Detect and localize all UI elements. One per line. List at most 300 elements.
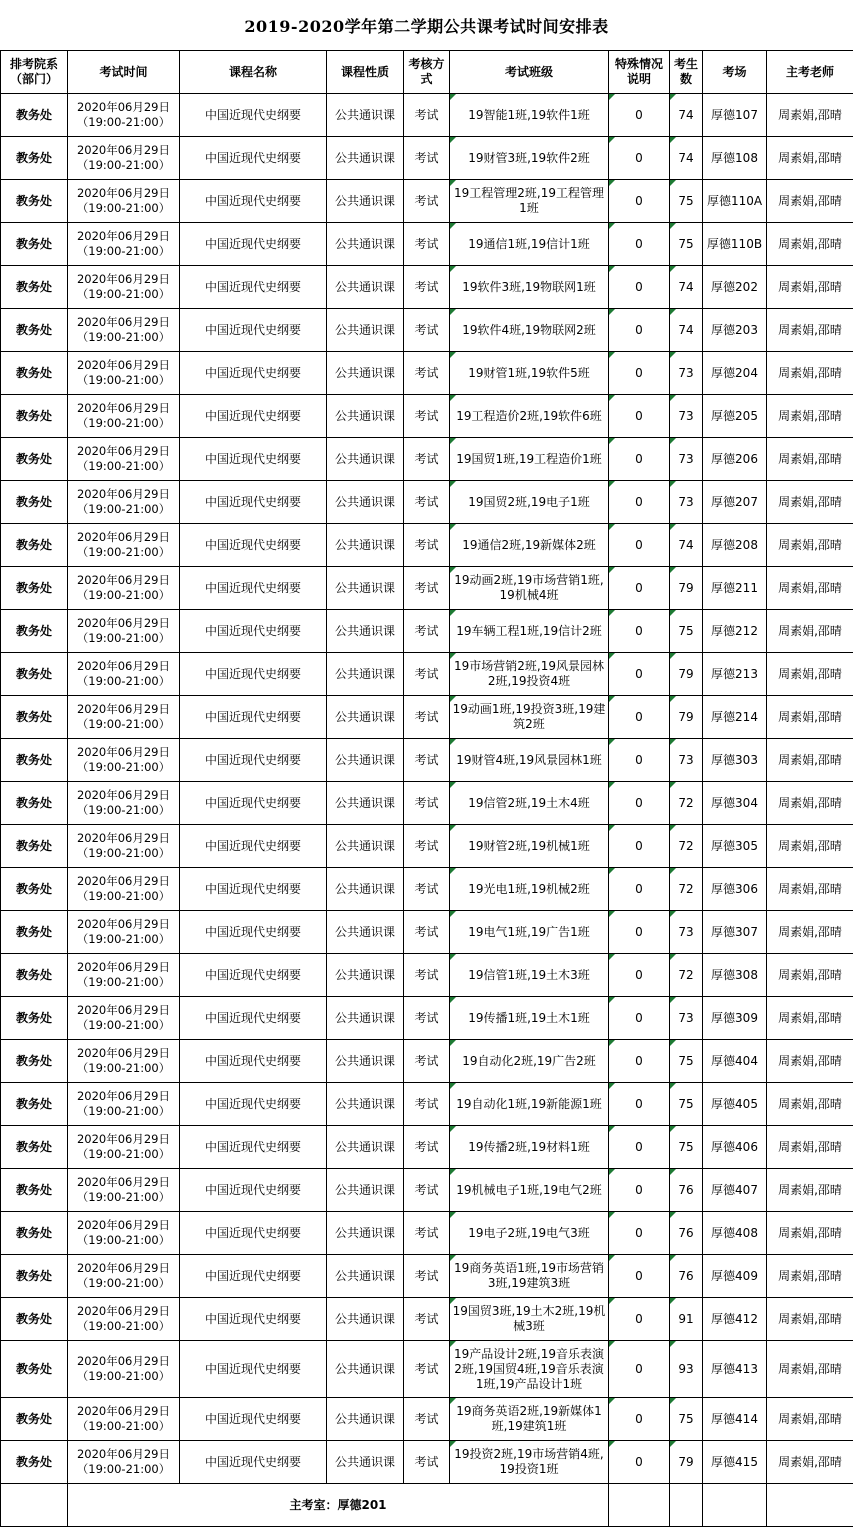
cell-chief-teacher: 周素娟,邵晴 xyxy=(767,1040,853,1083)
cell-course-nature: 公共通识课 xyxy=(327,739,404,782)
cell-exam-classes: 19动画2班,19市场营销1班,19机械4班 xyxy=(450,567,609,610)
cell-exam-classes: 19商务英语1班,19市场营销3班,19建筑3班 xyxy=(450,1255,609,1298)
cell-exam-classes: 19产品设计2班,19音乐表演2班,19国贸4班,19音乐表演1班,19产品设计1班 xyxy=(450,1341,609,1398)
exam-hours: （19:00-21:00） xyxy=(70,1147,177,1162)
cell-assessment-method: 考试 xyxy=(404,1083,450,1126)
cell-course-nature: 公共通识课 xyxy=(327,782,404,825)
table-row xyxy=(1,266,853,309)
cell-dept: 教务处 xyxy=(1,954,68,997)
page-title: 2019-2020学年第二学期公共课考试时间安排表 xyxy=(0,0,853,50)
cell-exam-room: 厚德203 xyxy=(703,309,767,352)
exam-date: 2020年06月29日 xyxy=(70,1304,177,1319)
cell-course-nature: 公共通识课 xyxy=(327,481,404,524)
cell-course-name: 中国近现代史纲要 xyxy=(180,94,327,137)
cell-course-name: 中国近现代史纲要 xyxy=(180,1040,327,1083)
cell-chief-teacher: 周素娟,邵晴 xyxy=(767,223,853,266)
cell-chief-teacher: 周素娟,邵晴 xyxy=(767,524,853,567)
cell-exam-time xyxy=(68,137,180,180)
table-row xyxy=(1,868,853,911)
cell-student-count: 91 xyxy=(670,1298,703,1341)
exam-date: 2020年06月29日 xyxy=(70,444,177,459)
cell-course-nature: 公共通识课 xyxy=(327,223,404,266)
cell-exam-room: 厚德214 xyxy=(703,696,767,739)
cell-dept: 教务处 xyxy=(1,911,68,954)
table-row xyxy=(1,1255,853,1298)
cell-course-name: 中国近现代史纲要 xyxy=(180,438,327,481)
table-row xyxy=(1,1169,853,1212)
cell-exam-room: 厚德407 xyxy=(703,1169,767,1212)
exam-date: 2020年06月29日 xyxy=(70,229,177,244)
cell-special-note: 0 xyxy=(609,1212,670,1255)
cell-special-note: 0 xyxy=(609,1298,670,1341)
cell-course-name: 中国近现代史纲要 xyxy=(180,395,327,438)
cell-special-note: 0 xyxy=(609,825,670,868)
cell-assessment-method: 考试 xyxy=(404,1126,450,1169)
cell-special-note: 0 xyxy=(609,352,670,395)
exam-hours: （19:00-21:00） xyxy=(70,1462,177,1477)
cell-exam-classes: 19财管4班,19风景园林1班 xyxy=(450,739,609,782)
cell-course-name: 中国近现代史纲要 xyxy=(180,352,327,395)
exam-hours: （19:00-21:00） xyxy=(70,631,177,646)
cell-exam-time xyxy=(68,1398,180,1441)
cell-special-note: 0 xyxy=(609,481,670,524)
exam-hours: （19:00-21:00） xyxy=(70,330,177,345)
header-method: 考核方式 xyxy=(404,51,450,94)
table-row xyxy=(1,1126,853,1169)
cell-exam-room: 厚德108 xyxy=(703,137,767,180)
cell-student-count: 74 xyxy=(670,137,703,180)
exam-date: 2020年06月29日 xyxy=(70,788,177,803)
cell-assessment-method: 考试 xyxy=(404,1441,450,1484)
cell-course-name: 中国近现代史纲要 xyxy=(180,610,327,653)
exam-hours: （19:00-21:00） xyxy=(70,588,177,603)
cell-exam-time xyxy=(68,1126,180,1169)
cell-chief-teacher: 周素娟,邵晴 xyxy=(767,1083,853,1126)
header-time: 考试时间 xyxy=(68,51,180,94)
exam-date: 2020年06月29日 xyxy=(70,530,177,545)
cell-student-count: 74 xyxy=(670,524,703,567)
cell-course-name: 中国近现代史纲要 xyxy=(180,1341,327,1398)
cell-exam-time xyxy=(68,782,180,825)
cell-student-count: 75 xyxy=(670,610,703,653)
cell-exam-classes: 19传播1班,19土木1班 xyxy=(450,997,609,1040)
cell-assessment-method: 考试 xyxy=(404,137,450,180)
cell-dept: 教务处 xyxy=(1,696,68,739)
cell-exam-time xyxy=(68,1441,180,1484)
cell-student-count: 76 xyxy=(670,1255,703,1298)
table-row xyxy=(1,1398,853,1441)
cell-assessment-method: 考试 xyxy=(404,911,450,954)
exam-date: 2020年06月29日 xyxy=(70,1175,177,1190)
table-row xyxy=(1,911,853,954)
cell-student-count: 73 xyxy=(670,739,703,782)
cell-dept: 教务处 xyxy=(1,1212,68,1255)
cell-course-name: 中国近现代史纲要 xyxy=(180,911,327,954)
cell-chief-teacher: 周素娟,邵晴 xyxy=(767,1398,853,1441)
cell-course-name: 中国近现代史纲要 xyxy=(180,954,327,997)
table-row xyxy=(1,653,853,696)
cell-exam-classes: 19投资2班,19市场营销4班,19投资1班 xyxy=(450,1441,609,1484)
cell-exam-classes: 19财管3班,19软件2班 xyxy=(450,137,609,180)
cell-student-count: 75 xyxy=(670,1126,703,1169)
cell-chief-teacher: 周素娟,邵晴 xyxy=(767,782,853,825)
cell-student-count: 73 xyxy=(670,911,703,954)
cell-exam-room: 厚德213 xyxy=(703,653,767,696)
cell-chief-teacher: 周素娟,邵晴 xyxy=(767,94,853,137)
header-count: 考生数 xyxy=(670,51,703,94)
cell-assessment-method: 考试 xyxy=(404,1398,450,1441)
cell-student-count: 75 xyxy=(670,1083,703,1126)
table-row xyxy=(1,309,853,352)
cell-course-name: 中国近现代史纲要 xyxy=(180,137,327,180)
cell-special-note: 0 xyxy=(609,137,670,180)
cell-exam-room: 厚德205 xyxy=(703,395,767,438)
cell-assessment-method: 考试 xyxy=(404,1169,450,1212)
cell-dept: 教务处 xyxy=(1,1169,68,1212)
cell-course-name: 中国近现代史纲要 xyxy=(180,180,327,223)
exam-hours: （19:00-21:00） xyxy=(70,1233,177,1248)
cell-assessment-method: 考试 xyxy=(404,997,450,1040)
cell-exam-classes: 19电气1班,19广告1班 xyxy=(450,911,609,954)
cell-special-note: 0 xyxy=(609,180,670,223)
cell-assessment-method: 考试 xyxy=(404,309,450,352)
cell-assessment-method: 考试 xyxy=(404,1298,450,1341)
table-row xyxy=(1,180,853,223)
cell-course-nature: 公共通识课 xyxy=(327,309,404,352)
cell-special-note: 0 xyxy=(609,524,670,567)
cell-student-count: 72 xyxy=(670,868,703,911)
cell-exam-time xyxy=(68,868,180,911)
cell-chief-teacher: 周素娟,邵晴 xyxy=(767,1341,853,1398)
header-nature: 课程性质 xyxy=(327,51,404,94)
cell-dept: 教务处 xyxy=(1,94,68,137)
cell-exam-room: 厚德409 xyxy=(703,1255,767,1298)
table-row xyxy=(1,1083,853,1126)
cell-exam-classes: 19工程管理2班,19工程管理1班 xyxy=(450,180,609,223)
table-row xyxy=(1,954,853,997)
cell-exam-room: 厚德413 xyxy=(703,1341,767,1398)
header-course: 课程名称 xyxy=(180,51,327,94)
cell-student-count: 93 xyxy=(670,1341,703,1398)
cell-special-note: 0 xyxy=(609,395,670,438)
cell-exam-classes: 19通信2班,19新媒体2班 xyxy=(450,524,609,567)
cell-exam-classes: 19国贸2班,19电子1班 xyxy=(450,481,609,524)
cell-exam-classes: 19自动化1班,19新能源1班 xyxy=(450,1083,609,1126)
cell-exam-time xyxy=(68,266,180,309)
cell-special-note: 0 xyxy=(609,782,670,825)
exam-hours: （19:00-21:00） xyxy=(70,459,177,474)
cell-exam-room: 厚德110B xyxy=(703,223,767,266)
cell-dept: 教务处 xyxy=(1,137,68,180)
table-row xyxy=(1,1441,853,1484)
cell-student-count: 74 xyxy=(670,94,703,137)
cell-exam-time xyxy=(68,1298,180,1341)
cell-exam-room: 厚德202 xyxy=(703,266,767,309)
cell-exam-time xyxy=(68,223,180,266)
cell-exam-room: 厚德406 xyxy=(703,1126,767,1169)
cell-course-nature: 公共通识课 xyxy=(327,1169,404,1212)
cell-assessment-method: 考试 xyxy=(404,825,450,868)
exam-date: 2020年06月29日 xyxy=(70,659,177,674)
cell-exam-time xyxy=(68,524,180,567)
cell-exam-time xyxy=(68,1083,180,1126)
cell-chief-teacher: 周素娟,邵晴 xyxy=(767,954,853,997)
cell-dept: 教务处 xyxy=(1,997,68,1040)
table-row xyxy=(1,739,853,782)
cell-exam-classes: 19电子2班,19电气3班 xyxy=(450,1212,609,1255)
cell-chief-teacher: 周素娟,邵晴 xyxy=(767,137,853,180)
cell-special-note: 0 xyxy=(609,610,670,653)
cell-exam-room: 厚德404 xyxy=(703,1040,767,1083)
cell-chief-teacher: 周素娟,邵晴 xyxy=(767,739,853,782)
header-special: 特殊情况说明 xyxy=(609,51,670,94)
cell-dept: 教务处 xyxy=(1,180,68,223)
cell-course-name: 中国近现代史纲要 xyxy=(180,696,327,739)
cell-chief-teacher: 周素娟,邵晴 xyxy=(767,352,853,395)
cell-dept: 教务处 xyxy=(1,1298,68,1341)
cell-exam-classes: 19智能1班,19软件1班 xyxy=(450,94,609,137)
cell-exam-time xyxy=(68,1212,180,1255)
cell-exam-classes: 19通信1班,19信计1班 xyxy=(450,223,609,266)
cell-exam-classes: 19光电1班,19机械2班 xyxy=(450,868,609,911)
cell-exam-time xyxy=(68,610,180,653)
table-row xyxy=(1,352,853,395)
cell-exam-room: 厚德204 xyxy=(703,352,767,395)
cell-student-count: 73 xyxy=(670,997,703,1040)
table-row xyxy=(1,524,853,567)
cell-chief-teacher: 周素娟,邵晴 xyxy=(767,438,853,481)
cell-course-nature: 公共通识课 xyxy=(327,1040,404,1083)
table-row xyxy=(1,1298,853,1341)
cell-special-note: 0 xyxy=(609,1255,670,1298)
cell-exam-classes: 19机械电子1班,19电气2班 xyxy=(450,1169,609,1212)
cell-assessment-method: 考试 xyxy=(404,868,450,911)
exam-date: 2020年06月29日 xyxy=(70,1354,177,1369)
exam-date: 2020年06月29日 xyxy=(70,1089,177,1104)
cell-dept: 教务处 xyxy=(1,1040,68,1083)
cell-assessment-method: 考试 xyxy=(404,352,450,395)
exam-hours: （19:00-21:00） xyxy=(70,158,177,173)
cell-course-nature: 公共通识课 xyxy=(327,1126,404,1169)
table-row xyxy=(1,137,853,180)
cell-exam-room: 厚德110A xyxy=(703,180,767,223)
cell-chief-teacher: 周素娟,邵晴 xyxy=(767,825,853,868)
cell-exam-room: 厚德107 xyxy=(703,94,767,137)
cell-course-nature: 公共通识课 xyxy=(327,1398,404,1441)
cell-course-nature: 公共通识课 xyxy=(327,137,404,180)
cell-chief-teacher: 周素娟,邵晴 xyxy=(767,567,853,610)
exam-hours: （19:00-21:00） xyxy=(70,1276,177,1291)
cell-student-count: 75 xyxy=(670,1040,703,1083)
cell-course-name: 中国近现代史纲要 xyxy=(180,266,327,309)
exam-date: 2020年06月29日 xyxy=(70,702,177,717)
exam-date: 2020年06月29日 xyxy=(70,100,177,115)
cell-student-count: 73 xyxy=(670,395,703,438)
cell-course-nature: 公共通识课 xyxy=(327,954,404,997)
cell-course-name: 中国近现代史纲要 xyxy=(180,782,327,825)
cell-course-name: 中国近现代史纲要 xyxy=(180,567,327,610)
cell-special-note: 0 xyxy=(609,1169,670,1212)
cell-exam-classes: 19动画1班,19投资3班,19建筑2班 xyxy=(450,696,609,739)
cell-dept: 教务处 xyxy=(1,438,68,481)
exam-hours: （19:00-21:00） xyxy=(70,803,177,818)
exam-hours: （19:00-21:00） xyxy=(70,201,177,216)
cell-course-name: 中国近现代史纲要 xyxy=(180,309,327,352)
exam-hours: （19:00-21:00） xyxy=(70,502,177,517)
cell-student-count: 76 xyxy=(670,1169,703,1212)
cell-exam-classes: 19工程造价2班,19软件6班 xyxy=(450,395,609,438)
cell-dept: 教务处 xyxy=(1,1083,68,1126)
cell-student-count: 75 xyxy=(670,180,703,223)
exam-hours: （19:00-21:00） xyxy=(70,932,177,947)
cell-dept: 教务处 xyxy=(1,653,68,696)
table-row xyxy=(1,395,853,438)
cell-course-name: 中国近现代史纲要 xyxy=(180,1255,327,1298)
cell-assessment-method: 考试 xyxy=(404,653,450,696)
cell-dept: 教务处 xyxy=(1,223,68,266)
exam-hours: （19:00-21:00） xyxy=(70,760,177,775)
exam-hours: （19:00-21:00） xyxy=(70,846,177,861)
exam-date: 2020年06月29日 xyxy=(70,1261,177,1276)
cell-exam-time xyxy=(68,309,180,352)
cell-exam-room: 厚德305 xyxy=(703,825,767,868)
cell-assessment-method: 考试 xyxy=(404,567,450,610)
cell-special-note: 0 xyxy=(609,1341,670,1398)
cell-special-note: 0 xyxy=(609,739,670,782)
cell-exam-time xyxy=(68,1341,180,1398)
table-row xyxy=(1,1040,853,1083)
cell-course-name: 中国近现代史纲要 xyxy=(180,739,327,782)
cell-course-name: 中国近现代史纲要 xyxy=(180,1126,327,1169)
cell-exam-room: 厚德207 xyxy=(703,481,767,524)
cell-exam-classes: 19财管1班,19软件5班 xyxy=(450,352,609,395)
table-row xyxy=(1,1212,853,1255)
cell-dept: 教务处 xyxy=(1,868,68,911)
cell-assessment-method: 考试 xyxy=(404,438,450,481)
cell-course-nature: 公共通识课 xyxy=(327,94,404,137)
cell-exam-time xyxy=(68,438,180,481)
cell-special-note: 0 xyxy=(609,438,670,481)
cell-assessment-method: 考试 xyxy=(404,739,450,782)
table-row xyxy=(1,696,853,739)
cell-course-nature: 公共通识课 xyxy=(327,1212,404,1255)
exam-hours: （19:00-21:00） xyxy=(70,1369,177,1384)
table-row xyxy=(1,481,853,524)
cell-course-name: 中国近现代史纲要 xyxy=(180,1083,327,1126)
header-classes: 考试班级 xyxy=(450,51,609,94)
cell-exam-classes: 19商务英语2班,19新媒体1班,19建筑1班 xyxy=(450,1398,609,1441)
cell-special-note: 0 xyxy=(609,1398,670,1441)
cell-dept: 教务处 xyxy=(1,352,68,395)
cell-course-name: 中国近现代史纲要 xyxy=(180,524,327,567)
cell-course-nature: 公共通识课 xyxy=(327,911,404,954)
cell-exam-room: 厚德408 xyxy=(703,1212,767,1255)
cell-exam-room: 厚德212 xyxy=(703,610,767,653)
cell-course-name: 中国近现代史纲要 xyxy=(180,223,327,266)
cell-chief-teacher: 周素娟,邵晴 xyxy=(767,868,853,911)
cell-course-name: 中国近现代史纲要 xyxy=(180,1398,327,1441)
cell-dept: 教务处 xyxy=(1,1255,68,1298)
cell-exam-room: 厚德414 xyxy=(703,1398,767,1441)
cell-chief-teacher: 周素娟,邵晴 xyxy=(767,395,853,438)
cell-exam-time xyxy=(68,696,180,739)
cell-special-note: 0 xyxy=(609,1441,670,1484)
cell-exam-time xyxy=(68,395,180,438)
cell-exam-time xyxy=(68,352,180,395)
cell-course-nature: 公共通识课 xyxy=(327,825,404,868)
cell-student-count: 73 xyxy=(670,481,703,524)
cell-dept: 教务处 xyxy=(1,1341,68,1398)
cell-student-count: 75 xyxy=(670,1398,703,1441)
exam-date: 2020年06月29日 xyxy=(70,917,177,932)
cell-course-nature: 公共通识课 xyxy=(327,524,404,567)
cell-dept: 教务处 xyxy=(1,567,68,610)
cell-exam-time xyxy=(68,911,180,954)
cell-course-nature: 公共通识课 xyxy=(327,438,404,481)
cell-course-nature: 公共通识课 xyxy=(327,1441,404,1484)
cell-chief-teacher: 周素娟,邵晴 xyxy=(767,1126,853,1169)
cell-course-name: 中国近现代史纲要 xyxy=(180,1169,327,1212)
cell-chief-teacher: 周素娟,邵晴 xyxy=(767,911,853,954)
cell-exam-time xyxy=(68,954,180,997)
cell-exam-room: 厚德307 xyxy=(703,911,767,954)
cell-exam-classes: 19传播2班,19材料1班 xyxy=(450,1126,609,1169)
cell-student-count: 79 xyxy=(670,696,703,739)
exam-hours: （19:00-21:00） xyxy=(70,1061,177,1076)
cell-student-count: 74 xyxy=(670,309,703,352)
exam-hours: （19:00-21:00） xyxy=(70,1018,177,1033)
cell-exam-time xyxy=(68,180,180,223)
cell-course-nature: 公共通识课 xyxy=(327,1341,404,1398)
cell-dept: 教务处 xyxy=(1,782,68,825)
table-row xyxy=(1,825,853,868)
cell-student-count: 72 xyxy=(670,782,703,825)
cell-exam-classes: 19市场营销2班,19风景园林2班,19投资4班 xyxy=(450,653,609,696)
cell-assessment-method: 考试 xyxy=(404,1040,450,1083)
table-row xyxy=(1,997,853,1040)
exam-hours: （19:00-21:00） xyxy=(70,674,177,689)
exam-date: 2020年06月29日 xyxy=(70,831,177,846)
cell-exam-time xyxy=(68,997,180,1040)
cell-chief-teacher: 周素娟,邵晴 xyxy=(767,266,853,309)
exam-date: 2020年06月29日 xyxy=(70,1046,177,1061)
exam-date: 2020年06月29日 xyxy=(70,272,177,287)
cell-special-note: 0 xyxy=(609,567,670,610)
cell-course-name: 中国近现代史纲要 xyxy=(180,997,327,1040)
cell-assessment-method: 考试 xyxy=(404,395,450,438)
cell-course-nature: 公共通识课 xyxy=(327,180,404,223)
cell-exam-room: 厚德208 xyxy=(703,524,767,567)
exam-hours: （19:00-21:00） xyxy=(70,373,177,388)
cell-exam-classes: 19国贸1班,19工程造价1班 xyxy=(450,438,609,481)
cell-course-nature: 公共通识课 xyxy=(327,1255,404,1298)
cell-exam-time xyxy=(68,567,180,610)
cell-dept: 教务处 xyxy=(1,266,68,309)
cell-assessment-method: 考试 xyxy=(404,180,450,223)
cell-exam-room: 厚德306 xyxy=(703,868,767,911)
exam-date: 2020年06月29日 xyxy=(70,1132,177,1147)
cell-exam-room: 厚德405 xyxy=(703,1083,767,1126)
cell-dept: 教务处 xyxy=(1,610,68,653)
table-row xyxy=(1,94,853,137)
cell-exam-room: 厚德304 xyxy=(703,782,767,825)
cell-special-note: 0 xyxy=(609,94,670,137)
header-row xyxy=(1,51,853,94)
exam-date: 2020年06月29日 xyxy=(70,1003,177,1018)
cell-dept: 教务处 xyxy=(1,524,68,567)
cell-chief-teacher: 周素娟,邵晴 xyxy=(767,997,853,1040)
exam-hours: （19:00-21:00） xyxy=(70,1104,177,1119)
